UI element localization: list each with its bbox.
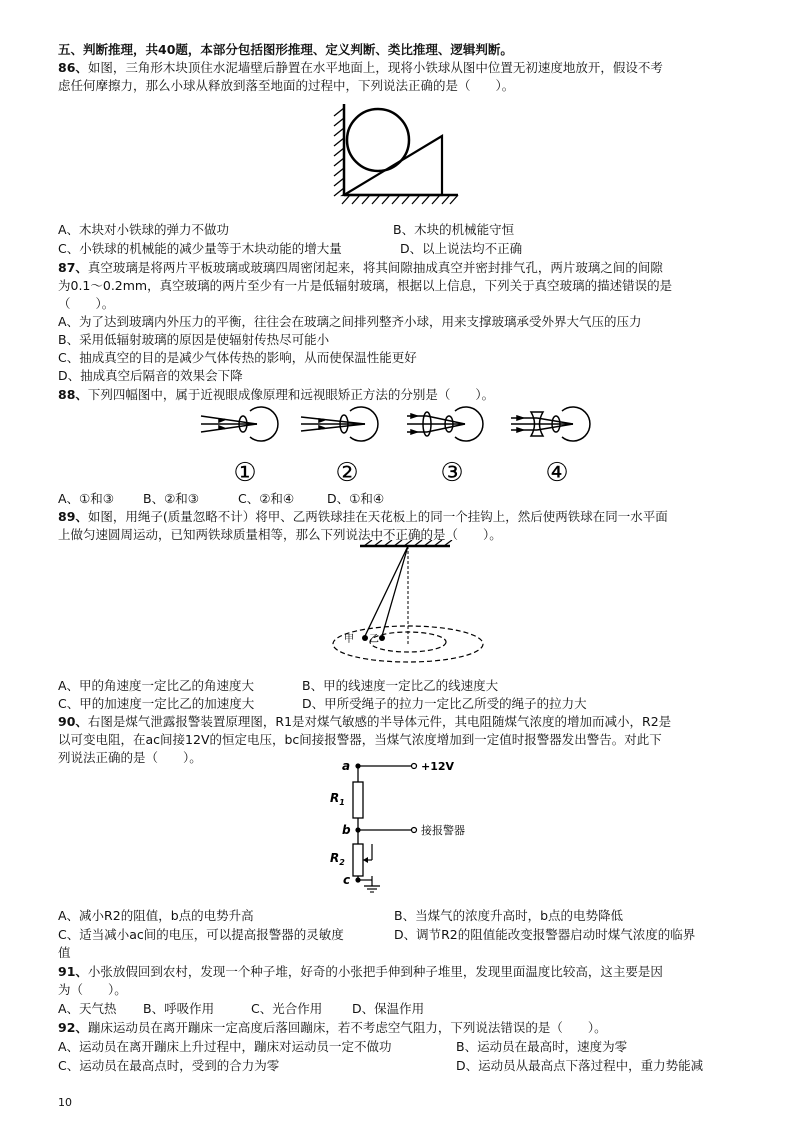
eye-diagram-3 bbox=[407, 407, 483, 441]
q91-option-a: A、天气热 bbox=[58, 1001, 117, 1016]
eye-label-2: ② bbox=[335, 458, 359, 488]
q92-stem-line1: 92、蹦床运动员在离开蹦床一定高度后落回蹦床，若不考虑空气阻力，下列说法错误的是（ ）。 bbox=[58, 1020, 607, 1035]
eye-label-3: ③ bbox=[440, 458, 464, 488]
resistor-r2 bbox=[353, 844, 363, 876]
q88-eye-diagrams bbox=[195, 406, 615, 488]
q88-option-d: D、①和④ bbox=[327, 491, 385, 506]
node-b-label: b bbox=[342, 823, 351, 837]
voltage-label: +12V bbox=[421, 760, 455, 773]
q86-stem-line2: 虑任何摩擦力，那么小球从释放到落至地面的过程中，下列说法正确的是（ ）。 bbox=[58, 78, 515, 93]
q87-stem-line1: 87、真空玻璃是将两片平板玻璃或玻璃四周密闭起来，将其间隙抽成真空并密封排气孔，两片玻璃之间的间隙 bbox=[58, 260, 663, 275]
q89-option-d: D、甲所受绳子的拉力一定比乙所受的绳子的拉力大 bbox=[302, 696, 587, 711]
node-c-label: c bbox=[343, 873, 351, 887]
q86-option-b: B、木块的机械能守恒 bbox=[393, 222, 515, 237]
section-header: 五、判断推理，共40题，本部分包括图形推理、定义判断、类比推理、逻辑判断。 bbox=[58, 42, 513, 57]
q92-option-d: D、运动员从最高点下落过程中，重力势能减 bbox=[456, 1058, 704, 1073]
q87-option-b: B、采用低辐射玻璃的原因是使辐射传热尽可能小 bbox=[58, 332, 330, 347]
q87-option-d: D、抽成真空后隔音的效果会下降 bbox=[58, 368, 243, 383]
r2-label: $R_2$ bbox=[330, 851, 345, 867]
q87-stem-line2: 为0.1～0.2mm，真空玻璃的两片至少有一片是低辐射玻璃，根据以上信息，下列关于真空玻璃的描述错误的是 bbox=[58, 278, 673, 293]
q86-stem-line1: 86、如图，三角形木块顶住水泥墙壁后静置在水平地面上，现将小铁球从图中位置无初速度地放开，假设不考 bbox=[58, 60, 663, 75]
q91-option-c: C、光合作用 bbox=[251, 1001, 323, 1016]
eye-diagram-4 bbox=[511, 407, 590, 441]
q89-label-yi: 乙 bbox=[369, 634, 379, 645]
page-number: 10 bbox=[58, 1096, 72, 1109]
q91-option-d: D、保温作用 bbox=[352, 1001, 425, 1016]
q90-option-d-line2: 值 bbox=[58, 945, 71, 960]
q90-option-d-line1: D、调节R2的阻值能改变报警器启动时煤气浓度的临界 bbox=[394, 927, 696, 942]
q86-figure-wall-ball-wedge bbox=[320, 96, 470, 206]
q87-stem-line3: （ ）。 bbox=[58, 296, 115, 311]
q89-label-jia: 甲 bbox=[344, 634, 354, 645]
q89-figure-conical-pendulum bbox=[330, 540, 490, 665]
q89-stem-line1: 89、如图，用绳子(质量忽略不计）将甲、乙两铁球挂在天花板上的同一个挂钩上，然后使两铁球在同一水平面 bbox=[58, 509, 668, 524]
eye-label-4: ④ bbox=[545, 458, 569, 488]
eye-label-1: ① bbox=[233, 458, 257, 488]
q90-stem-line1: 90、右图是煤气泄露报警装置原理图，R1是对煤气敏感的半导体元件，其电阻随煤气浓度的增加而减小，R2是 bbox=[58, 714, 672, 729]
q90-stem-line2: 以可变电阻，在ac间接12V的恒定电压，bc间接报警器，当煤气浓度增加到一定值时报警器发出警告。对此下 bbox=[58, 732, 662, 747]
q91-option-b: B、呼吸作用 bbox=[143, 1001, 215, 1016]
q90-figure-circuit bbox=[320, 756, 500, 906]
resistor-r1 bbox=[353, 782, 363, 818]
q90-option-b: B、当煤气的浓度升高时，b点的电势降低 bbox=[394, 908, 624, 923]
eye-diagram-2 bbox=[301, 407, 378, 441]
q90-option-c: C、适当减小ac间的电压，可以提高报警器的灵敏度 bbox=[58, 927, 344, 942]
q91-stem-line2: 为（ ）。 bbox=[58, 982, 127, 997]
q90-option-a: A、减小R2的阻值，b点的电势升高 bbox=[58, 908, 254, 923]
alarm-label: 接报警器 bbox=[421, 824, 465, 837]
q87-option-a: A、为了达到玻璃内外压力的平衡，往往会在玻璃之间排列整齐小球，用来支撑玻璃承受外界大气压的压力 bbox=[58, 314, 642, 329]
q88-option-a: A、①和③ bbox=[58, 491, 114, 506]
q91-stem-line1: 91、小张放假回到农村，发现一个种子堆，好奇的小张把手伸到种子堆里，发现里面温度比较高，这主要是因 bbox=[58, 964, 663, 979]
node-a-label: a bbox=[342, 759, 351, 773]
q86-option-d: D、以上说法均不正确 bbox=[400, 241, 523, 256]
q89-stem-line2: 上做匀速圆周运动，已知两铁球质量相等，那么下列说法中不正确的是（ ）。 bbox=[58, 527, 502, 542]
q87-option-c: C、抽成真空的目的是减少气体传热的影响，从而使保温性能更好 bbox=[58, 350, 417, 365]
q89-option-b: B、甲的线速度一定比乙的线速度大 bbox=[302, 678, 499, 693]
q92-option-a: A、运动员在离开蹦床上升过程中，蹦床对运动员一定不做功 bbox=[58, 1039, 392, 1054]
q90-stem-line3: 列说法正确的是（ ）。 bbox=[58, 750, 202, 765]
q88-stem-line1: 88、下列四幅图中，属于近视眼成像原理和远视眼矫正方法的分别是（ ）。 bbox=[58, 387, 495, 402]
eye-diagram-1 bbox=[201, 407, 278, 441]
q86-option-a: A、木块对小铁球的弹力不做功 bbox=[58, 222, 230, 237]
q89-option-a: A、甲的角速度一定比乙的角速度大 bbox=[58, 678, 255, 693]
q88-option-c: C、②和④ bbox=[238, 491, 295, 506]
q89-option-c: C、甲的加速度一定比乙的加速度大 bbox=[58, 696, 255, 711]
q92-option-b: B、运动员在最高时，速度为零 bbox=[456, 1039, 628, 1054]
q88-option-b: B、②和③ bbox=[143, 491, 199, 506]
q92-option-c: C、运动员在最高点时，受到的合力为零 bbox=[58, 1058, 280, 1073]
r1-label: $R_1$ bbox=[330, 791, 345, 807]
q86-option-c: C、小铁球的机械能的减少量等于木块动能的增大量 bbox=[58, 241, 342, 256]
